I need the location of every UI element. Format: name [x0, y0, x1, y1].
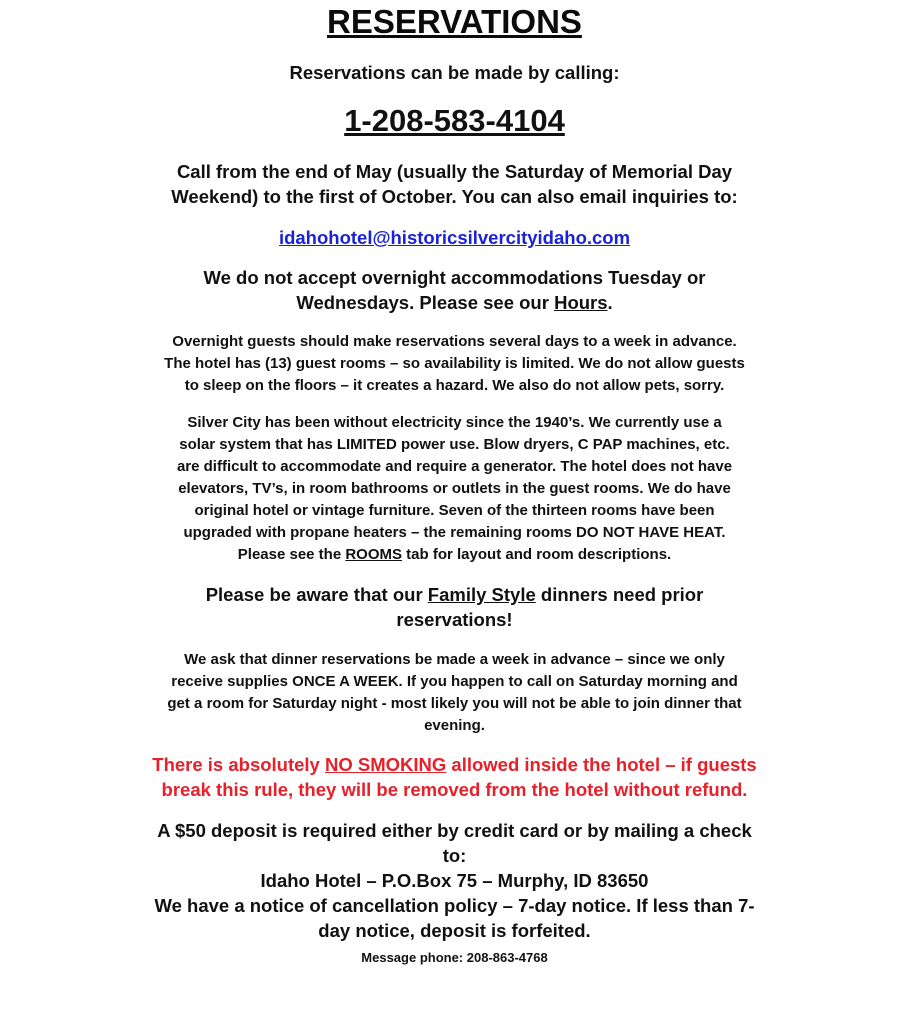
closed-days-paragraph	[0, 265, 909, 315]
power-line-6: upgraded with propane heaters – the remaining rooms DO NOT HAVE HEAT.	[183, 524, 726, 541]
dinner-detail-line-4: evening.	[424, 717, 485, 734]
advance-line-1: Overnight guests should make reservations several days to a week in advance.	[172, 333, 737, 350]
no-smoking-warning	[0, 752, 909, 802]
smoking-line-2: break this rule, they will be removed from the hotel without refund.	[161, 779, 748, 800]
power-line-1: Silver City has been without electricity since the 1940’s. We currently use a	[187, 414, 722, 431]
deposit-line-2: to:	[442, 845, 467, 866]
dinner-notice-line-1	[0, 582, 909, 607]
power-line-2: solar system that has LIMITED power use. Blow dryers, C PAP machines, etc.	[179, 436, 730, 453]
advance-line-2: The hotel has (13) guest rooms – so availability is limited. We do not allow guests	[164, 355, 745, 372]
intro-text: Reservations can be made by calling:	[289, 62, 620, 83]
closed-line-2-end: .	[607, 292, 613, 313]
closed-line-2	[0, 290, 909, 315]
smoking-line-1	[0, 752, 909, 777]
advance-line-3: to sleep on the floors – it creates a hazard. We also do not allow pets, sorry.	[184, 377, 725, 394]
cancellation-line-1: We have a notice of cancellation policy – 7-day notice. If less than 7-	[154, 895, 755, 916]
dinner-detail-line-3: get a room for Saturday night - most likely you will not be able to join dinner that	[167, 695, 742, 712]
dinner-notice-end: dinners need prior	[535, 584, 704, 605]
closed-line-2-text: Wednesdays. Please see our	[296, 292, 555, 313]
season-paragraph	[0, 159, 909, 209]
power-line-7-end: tab for layout and room descriptions.	[402, 546, 672, 563]
email-link[interactable]: idahohotel@historicsilvercityidaho.com	[278, 227, 631, 248]
dinner-notice-paragraph	[0, 582, 909, 632]
hours-link[interactable]: Hours	[554, 292, 608, 313]
family-style-link[interactable]: Family Style	[427, 584, 536, 605]
dinner-detail-paragraph	[0, 649, 909, 737]
smoking-text-end: allowed inside the hotel – if guests	[446, 754, 757, 775]
power-line-4: elevators, TV’s, in room bathrooms or outlets in the guest rooms. We do have	[178, 480, 731, 497]
dinner-detail-line-1: We ask that dinner reservations be made a week in advance – since we only	[184, 651, 725, 668]
power-line-7-text: Please see the	[237, 546, 346, 563]
season-line-2: Weekend) to the first of October. You can also email inquiries to:	[171, 186, 738, 207]
dinner-notice-text: Please be aware that our	[205, 584, 428, 605]
deposit-paragraph	[0, 818, 909, 943]
phone-number[interactable]: 1-208-583-4104	[344, 103, 565, 138]
power-line-3: are difficult to accommodate and require a generator. The hotel does not have	[176, 458, 733, 475]
power-line-7	[0, 544, 909, 566]
rooms-link[interactable]: ROOMS	[345, 546, 403, 563]
power-line-5: original hotel or vintage furniture. Seven of the thirteen rooms have been	[194, 502, 715, 519]
dinner-detail-line-2: receive supplies ONCE A WEEK. If you happen to call on Saturday morning and	[171, 673, 738, 690]
dinner-notice-line-2: reservations!	[396, 609, 513, 630]
closed-line-1: We do not accept overnight accommodations Tuesday or	[203, 267, 706, 288]
page-title: RESERVATIONS	[327, 3, 582, 40]
cancellation-line-2: day notice, deposit is forfeited.	[318, 920, 591, 941]
deposit-line-1: A $50 deposit is required either by credit card or by mailing a check	[157, 820, 752, 841]
mailing-address: Idaho Hotel – P.O.Box 75 – Murphy, ID 83650	[260, 870, 649, 891]
message-phone: Message phone: 208-863-4768	[361, 950, 548, 965]
smoking-text: There is absolutely	[152, 754, 325, 775]
no-smoking-emphasis: NO SMOKING	[325, 754, 447, 775]
season-line-1: Call from the end of May (usually the Saturday of Memorial Day	[176, 161, 733, 182]
advance-paragraph	[0, 331, 909, 397]
power-paragraph	[0, 412, 909, 566]
email-row	[0, 225, 909, 250]
